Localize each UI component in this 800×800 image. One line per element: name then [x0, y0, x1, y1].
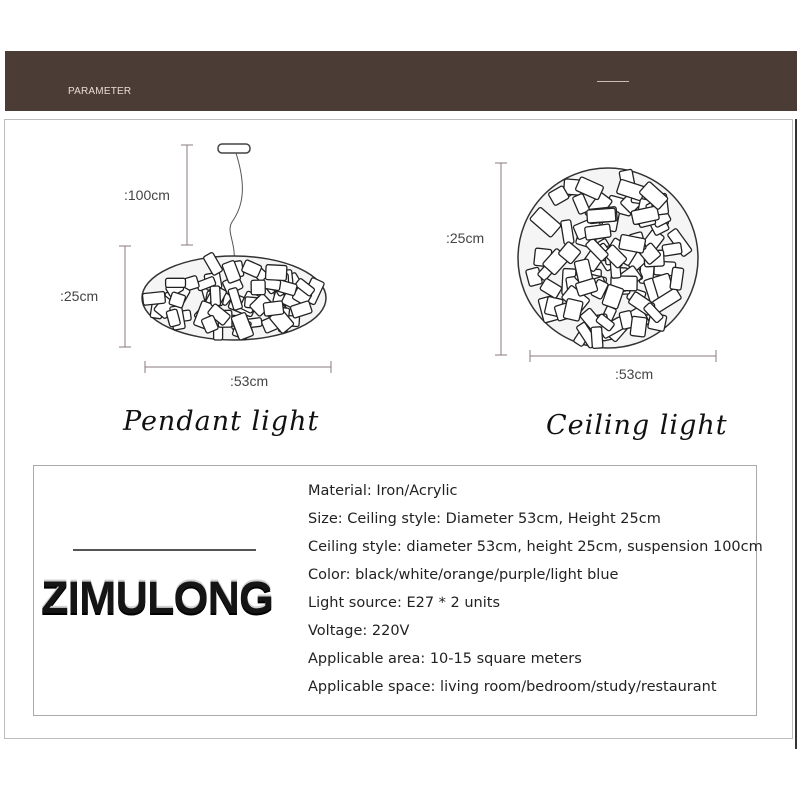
lamp-petal: [210, 286, 221, 306]
spec-voltage: Voltage: 220V: [308, 623, 410, 639]
lamp-petal: [251, 280, 265, 295]
ceiling-light-illustration: [518, 168, 698, 349]
lamp-petal: [166, 278, 186, 287]
pendant-light-caption: Pendant light: [123, 406, 320, 437]
spec-applicable-space: Applicable space: living room/bedroom/study/restaurant: [308, 679, 717, 695]
ceiling-light-caption: Ceiling light: [546, 410, 728, 441]
specification-list: [308, 480, 763, 704]
header-title: PARAMETER: [68, 86, 132, 97]
lamp-petal: [563, 298, 583, 321]
lamp-petal: [662, 242, 682, 256]
spec-applicable-area: Applicable area: 10-15 square meters: [308, 651, 582, 667]
pendant-light-illustration: [142, 144, 326, 341]
lamp-petal: [587, 208, 616, 223]
lamp-petal: [630, 316, 647, 337]
brand-logo: ZIMULONG: [41, 572, 273, 623]
lamp-petal: [585, 224, 612, 240]
lamp-petal: [263, 301, 284, 316]
pendant-width-label: :53cm: [230, 373, 269, 389]
lamp-petal: [591, 327, 603, 349]
pendant-height-label: :25cm: [60, 288, 99, 304]
spec-ceiling-style: Ceiling style: diameter 53cm, height 25cm, suspension 100cm: [308, 539, 763, 555]
ceiling-height-label: :25cm: [446, 230, 485, 246]
spec-color: Color: black/white/orange/purple/light blue: [308, 567, 619, 583]
lamp-petal: [670, 267, 684, 290]
lamp-petal: [265, 265, 287, 281]
ceiling-width-label: :53cm: [615, 366, 654, 382]
spec-light-source: Light source: E27 * 2 units: [308, 595, 501, 611]
spec-size: Size: Ceiling style: Diameter 53cm, Height 25cm: [308, 511, 661, 527]
lamp-petal: [142, 291, 165, 305]
spec-material: Material: Iron/Acrylic: [308, 483, 458, 499]
pendant-suspension-label: :100cm: [124, 187, 170, 203]
logo-divider: [73, 549, 256, 551]
